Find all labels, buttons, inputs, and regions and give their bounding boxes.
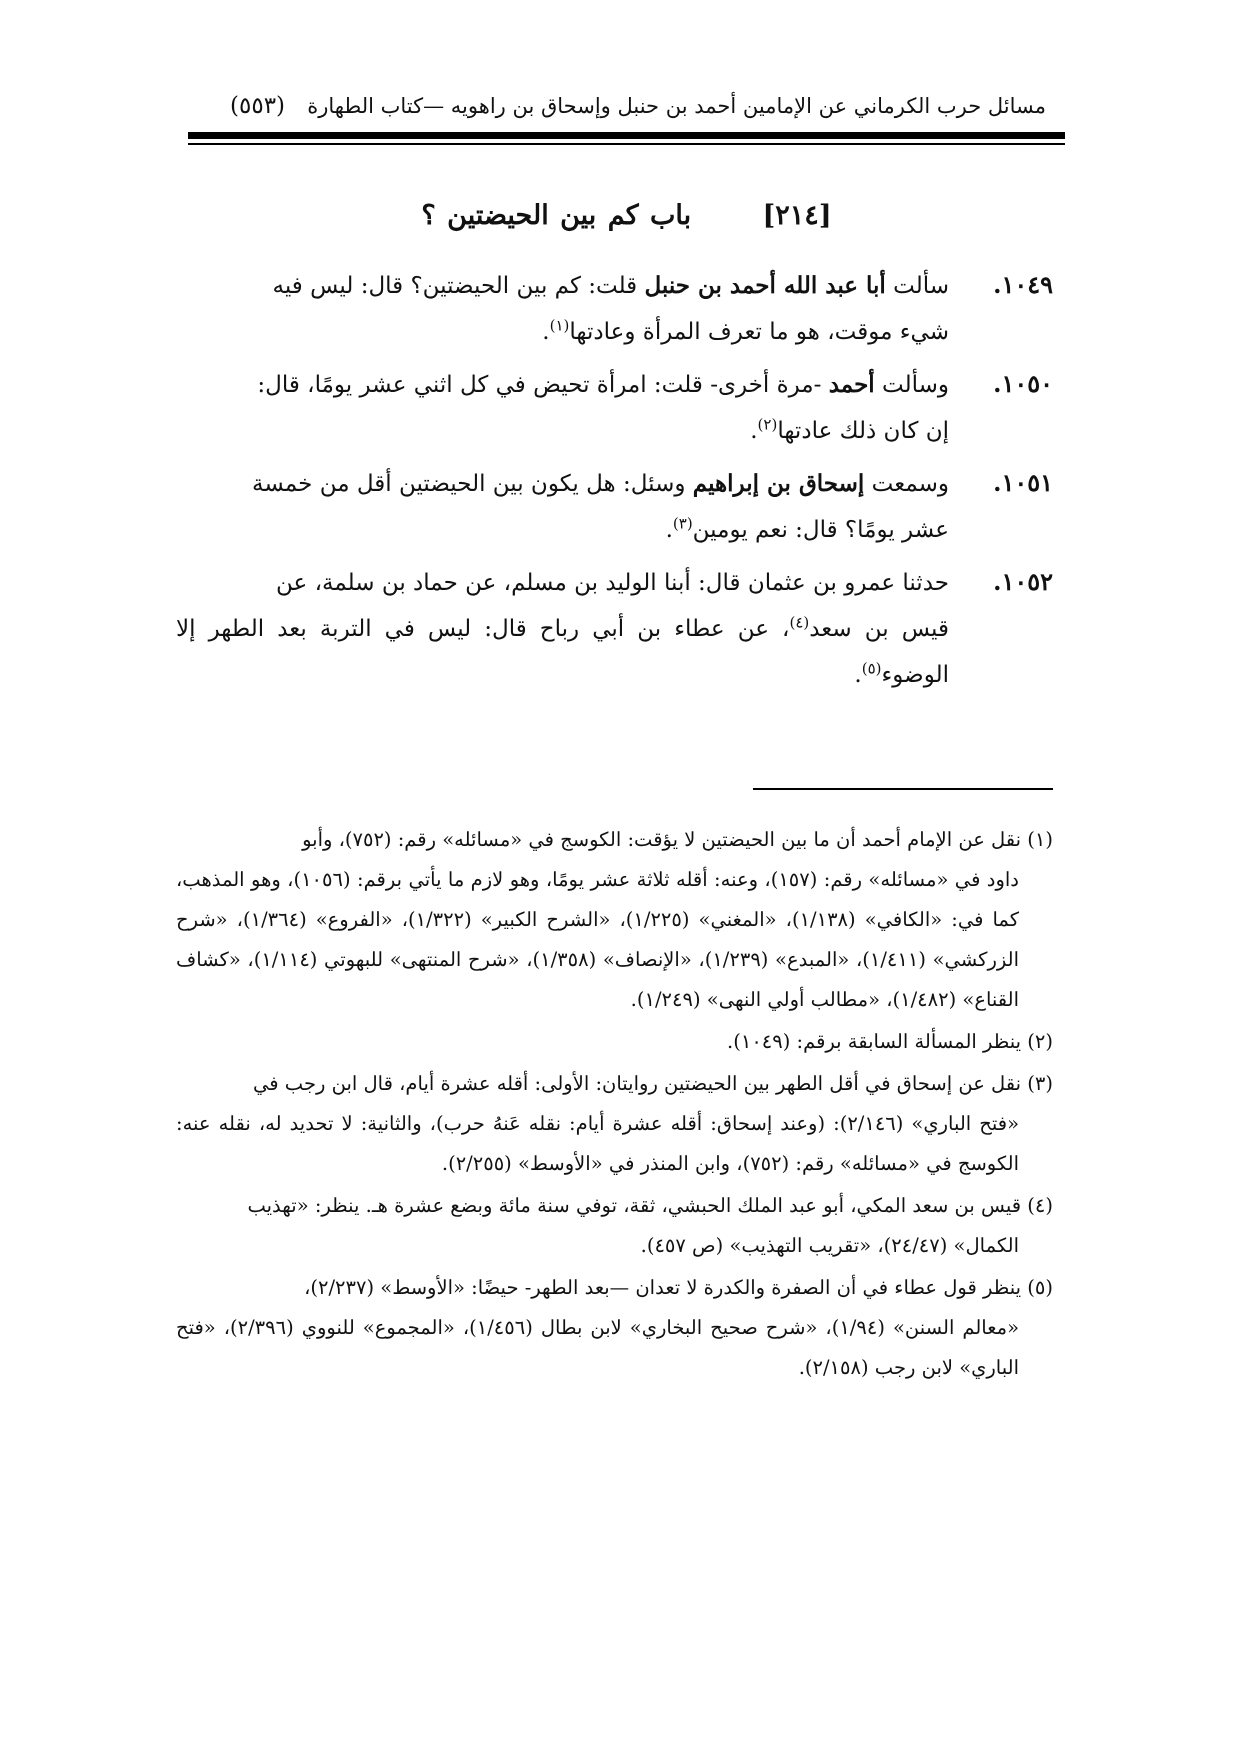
footnote-ref[interactable]: (٢) — [757, 415, 778, 434]
footnote-2 — [176, 1022, 1053, 1062]
footnote-ref[interactable]: (١) — [549, 316, 570, 335]
paragraph-text: حدثنا عمرو بن عثمان قال: أبنا الوليد بن مسلم، عن حماد بن سلمة، عن — [276, 570, 949, 596]
paragraph-number: ١٠٥٢. — [993, 567, 1053, 596]
paragraph-1051 — [176, 460, 1053, 553]
footnote-text: داود في «مسائله» رقم: (١٥٧)، وعنه: أقله ثلاثة عشر يومًا، وهو لازم ما يأتي برقم: (١٠٥٦)، وهو المذهب، كما في: «الكافي» (١/١٣٨)، «المغني» (١/٢٢٥)، «الشرح الكبير» (١/٣٢٢)، «الفروع» (١/٣٦٤)، «شرح الزركشي» (١/٤١١)، «المبدع» (١/٢٣٩)، «الإنصاف» (١/٣٥٨)، «شرح المنتهى» للبهوتي (١/١١٤)، «كشاف القناع» (١/٤٨٢)، «مطالب أولي النهى» (١/٢٤٩). — [176, 868, 1020, 1011]
paragraph-end: . — [854, 662, 862, 688]
paragraph-text: وسئل: هل يكون بين الحيضتين أقل من خمسة — [252, 471, 693, 497]
footnote-text: نقل عن إسحاق في أقل الطهر بين الحيضتين روايتان: الأولى: أقله عشرة أيام، قال ابن رجب في — [253, 1072, 1022, 1095]
paragraph-text: سألت — [885, 273, 949, 299]
narrator-name: أحمد — [828, 371, 875, 398]
footnotes — [176, 820, 1053, 1390]
paragraph-text: عشر يومًا؟ قال: نعم يومين — [692, 517, 949, 543]
paragraph-end: . — [665, 517, 673, 543]
footnote-text: ينظر قول عطاء في أن الصفرة والكدرة لا تعدان —بعد الطهر- حيضًا: «الأوسط» (٢/٢٣٧)، — [304, 1276, 1022, 1299]
page-number: (٥٥٣) — [230, 93, 286, 119]
footnote-1 — [176, 820, 1053, 1020]
header-rule-thick — [188, 132, 1065, 139]
paragraph-text: شيء موقت، هو ما تعرف المرأة وعادتها — [569, 319, 949, 345]
paragraph-text: إن كان ذلك عادتها — [777, 418, 949, 444]
paragraph-text: ، عن عطاء بن أبي رباح قال: ليس في التربة بعد الطهر إلا الوضوء — [176, 616, 949, 688]
paragraph-text: وسألت — [874, 372, 949, 398]
footnote-ref[interactable]: (٥) — [861, 659, 882, 678]
footnote-ref[interactable]: (٤) — [789, 613, 810, 632]
footnote-text: نقل عن الإمام أحمد أن ما بين الحيضتين لا يؤقت: الكوسج في «مسائله» رقم: (٧٥٢)، وأبو — [302, 828, 1022, 851]
footnote-text: «فتح الباري» (٢/١٤٦): (وعند إسحاق: أقله عشرة أيام: نقله عَنهُ حرب)، والثانية: لا تحديد له، نقله عنه: الكوسج في «مسائله» رقم: (٧٥٢)، وابن المنذر في «الأوسط» (٢/٢٥٥). — [176, 1112, 1019, 1175]
page-header — [230, 86, 1046, 126]
footnote-text: قيس بن سعد المكي، أبو عبد الملك الحبشي، ثقة، توفي سنة مائة وبضع عشرة هـ. ينظر: «تهذيب — [247, 1194, 1022, 1217]
narrator-name: أبا عبد الله أحمد بن حنبل — [644, 272, 886, 299]
chapter-heading — [188, 200, 1065, 231]
chapter-number: [٢١٤] — [762, 200, 832, 231]
paragraph-text: قيس بن سعد — [809, 616, 949, 642]
footnote-text: الكمال» (٢٤/٤٧)، «تقريب التهذيب» (ص ٤٥٧). — [640, 1234, 1019, 1257]
footnote-4 — [176, 1186, 1053, 1266]
footnote-ref[interactable]: (٣) — [672, 514, 693, 533]
paragraph-text: -مرة أخرى- قلت: امرأة تحيض في كل اثني عشر يومًا، قال: — [257, 372, 829, 398]
main-text — [176, 262, 1053, 704]
chapter-title: باب كم بين الحيضتين ؟ — [421, 200, 692, 231]
paragraph-number: ١٠٥٠. — [993, 369, 1053, 398]
paragraph-1052 — [176, 559, 1053, 698]
paragraph-1049 — [176, 262, 1053, 355]
footnote-text: ينظر المسألة السابقة برقم: (١٠٤٩). — [727, 1030, 1022, 1053]
footnote-number: (١) — [1027, 828, 1053, 851]
footnote-number: (٤) — [1027, 1194, 1053, 1217]
footnote-separator — [753, 788, 1053, 790]
running-title: مسائل حرب الكرماني عن الإمامين أحمد بن حنبل وإسحاق بن راهويه —كتاب الطهارة — [307, 94, 1046, 118]
paragraph-text: قلت: كم بين الحيضتين؟ قال: ليس فيه — [272, 273, 645, 299]
footnote-3 — [176, 1064, 1053, 1184]
header-rule-thin — [188, 143, 1065, 145]
paragraph-text: وسمعت — [864, 471, 949, 497]
narrator-name: إسحاق بن إبراهيم — [692, 470, 865, 497]
footnote-text: «معالم السنن» (١/٩٤)، «شرح صحيح البخاري» لابن بطال (١/٤٥٦)، «المجموع» للنووي (٢/٣٩٦)، «فتح الباري» لابن رجب (٢/١٥٨). — [176, 1316, 1020, 1379]
footnote-number: (٥) — [1027, 1276, 1053, 1299]
paragraph-number: ١٠٤٩. — [993, 270, 1053, 299]
footnote-number: (٢) — [1027, 1030, 1053, 1053]
footnote-number: (٣) — [1027, 1072, 1053, 1095]
paragraph-end: . — [750, 418, 758, 444]
paragraph-number: ١٠٥١. — [993, 468, 1053, 497]
paragraph-end: . — [542, 319, 550, 345]
footnote-5 — [176, 1268, 1053, 1388]
paragraph-1050 — [176, 361, 1053, 454]
